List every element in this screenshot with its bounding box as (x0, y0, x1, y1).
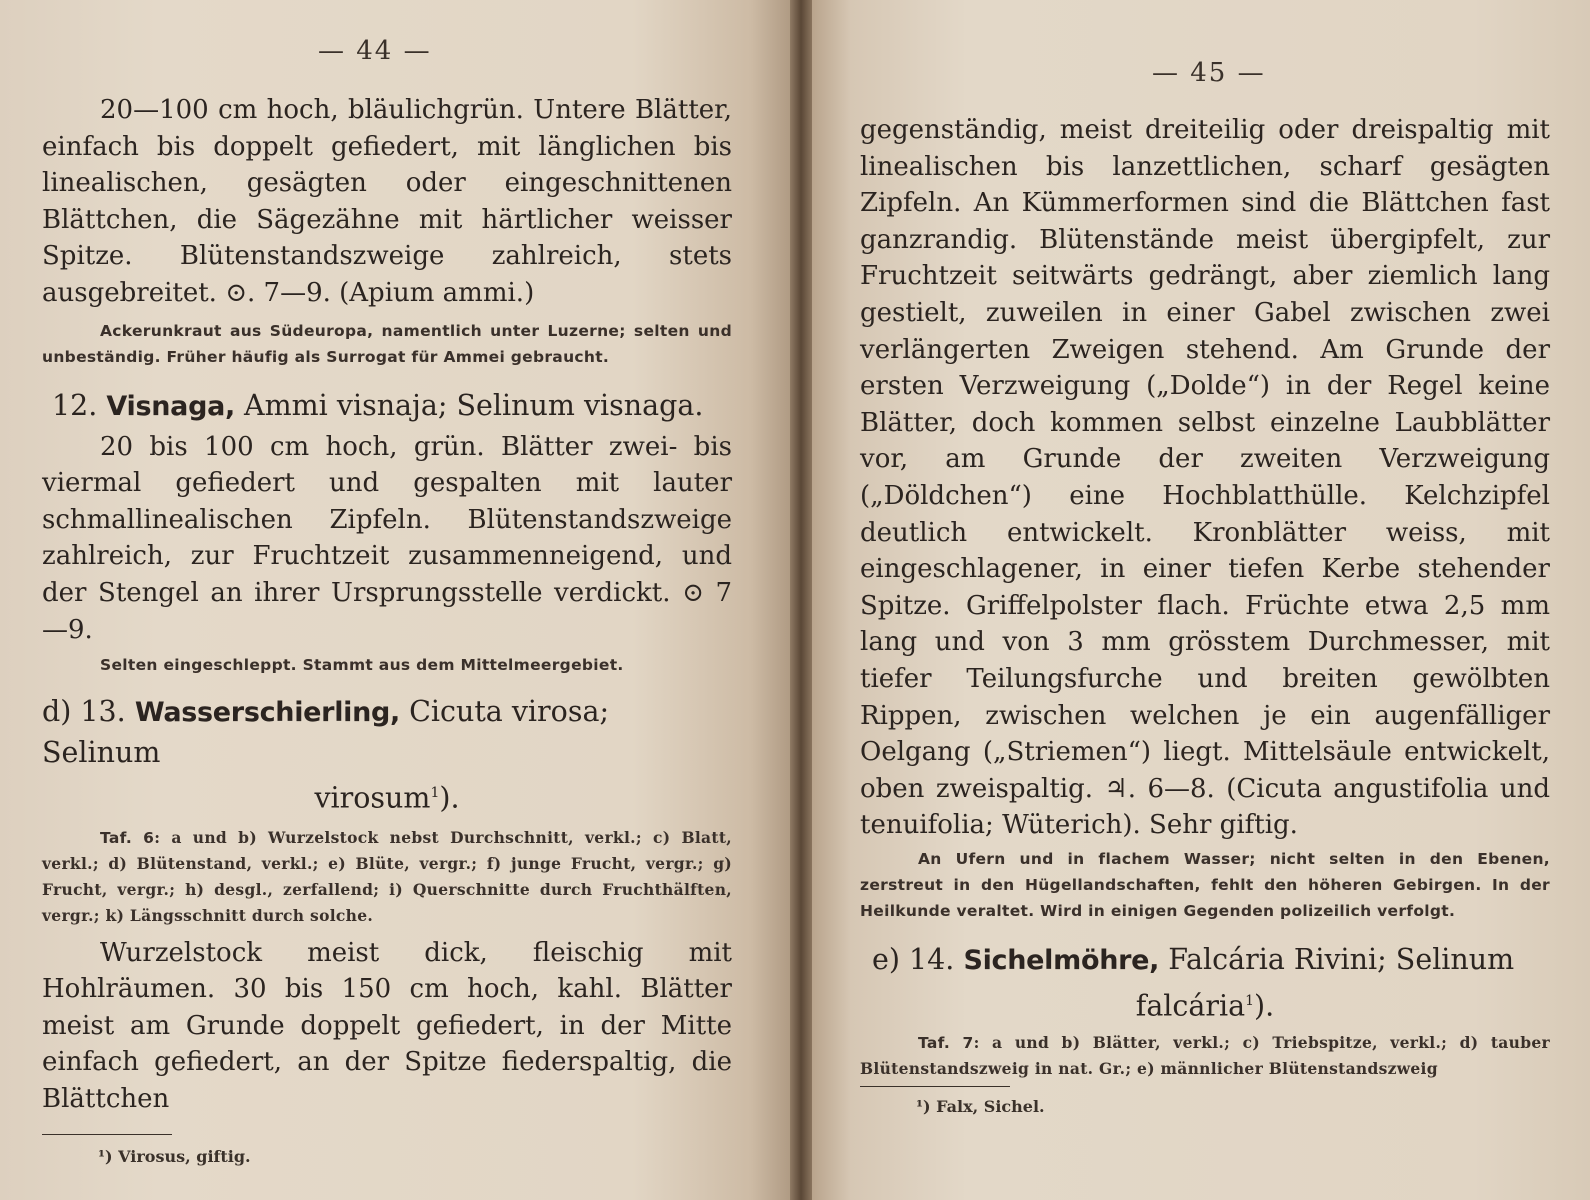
paragraph-visnaga-description: 20 bis 100 cm hoch, grün. Blätter zwei- bis viermal gefiedert und gespalten mit lauter schmallinealischen Zipfeln. Blütenstandszweige zahlreich, zur Fruchtzeit zusammenneigend, und der Stengel an ihrer Ursprungsstelle verdickt. ⊙ 7—9. (42, 431, 732, 645)
heading-synonyms-wasserschierling: Cicuta virosa; Selinum (42, 695, 610, 770)
heading-synonyms-visnaga: Ammi visnaja; Selinum visnaga. (244, 388, 704, 422)
plate-6-caption: Taf. 6: a und b) Wurzelstock nebst Durchschnitt, verkl.; c) Blatt, verkl.; d) Blütenstand, verkl.; e) Blüte, vergr.; f) junge Frucht, vergr.; g) Frucht, vergr.; h) desgl., zerfallend; i) Querschnitte durch Fruchthälften, vergr.; k) Längsschnitt durch solche. (42, 827, 732, 925)
note-ackerunkraut: Ackerunkraut aus Südeuropa, namentlich unter Luzerne; selten und unbeständig. Früher häufig als Surrogat für Ammei gebraucht. (42, 321, 732, 366)
note-selten-eingeschleppt: Selten eingeschleppt. Stammt aus dem Mittelmeergebiet. (100, 656, 624, 675)
plate-6-label: Taf. 6 (100, 828, 155, 847)
footnote-rule (860, 1086, 1010, 1087)
footnote-ref-1: 1 (430, 785, 440, 802)
right-page (812, 0, 1590, 1200)
heading-number-12: 12. (52, 388, 98, 422)
footnote-ref-1: 1 (1245, 992, 1255, 1009)
heading-synonyms-sichelmoehre: Falcária Rivini; Selinum (1168, 942, 1515, 976)
heading-sichelmoehre (860, 940, 1550, 981)
note-an-ufern: An Ufern und in flachem Wasser; nicht selten in den Ebenen, zerstreut in den Hügellandschaften, fehlt den höheren Gebirgen. In der Heilkunde veraltet. Wird in einigen Gegenden polizeilich verfolgt. (860, 849, 1550, 920)
left-page-text (42, 92, 732, 1166)
page-number-45: — 45 — (1152, 58, 1266, 88)
heading-wasserschierling (42, 692, 732, 773)
footnote-falx: ¹) Falx, Sichel. (916, 1097, 1045, 1117)
left-page (0, 0, 790, 1200)
paragraph-wasserschierling-continued: gegenständig, meist dreiteilig oder dreispaltig mit linealischen bis lanzettlichen, scharf gesägten Zipfeln. An Kümmerformen sind die Blättchen fast ganzrandig. Blütenstände meist übergipfelt, zur Fruchtzeit seitwärts gedrängt, aber ziemlich lang gestielt, zuweilen in einer Gabel zwischen zwei verlängerten Zweigen stehend. Am Grunde der ersten Verzweigung („Dolde“) in der Regel keine Blätter, doch kommen selbst einzelne Laubblätter vor, am Grunde der zweiten Verzweigung („Döldchen“) eine Hochblatthülle. Kelchzipfel deutlich entwickelt. Kronblätter weiss, mit eingeschlagener, in einer tiefen Kerbe stehender Spitze. Griffelpolster flach. Früchte etwa 2,5 mm lang und von 3 mm grösstem Durchmesser, mit tiefer Teilungsfurche und breiten gewölbten Rippen, zwischen welchen je ein augenfälliger Oelgang („Striemen“) liegt. Mittelsäule entwickelt, oben zweispaltig. ♃. 6—8. (Cicuta angustifolia und tenuifolia; Wüterich). Sehr giftig. (860, 115, 1550, 841)
book-gutter (790, 0, 812, 1200)
page-number-44: — 44 — (318, 36, 432, 66)
heading-visnaga (42, 386, 732, 427)
heading-sichelmoehre-line2: falcária$^1$). (1135, 989, 1275, 1023)
heading-name-wasserschierling: Wasserschierling, (134, 697, 401, 729)
paragraph-wasserschierling-description: Wurzelstock meist dick, fleischig mit Hohlräumen. 30 bis 150 cm hoch, kahl. Blätter meist am Grunde doppelt gefiedert, in der Mitte einfach gefiedert, an der Spitze fiederspaltig, die Blättchen (42, 937, 732, 1114)
right-page-text (860, 112, 1550, 1116)
heading-name-visnaga: Visnaga, (106, 390, 235, 422)
plate-7-label: Taf. 7 (918, 1034, 974, 1053)
footnote-virosus: ¹) Virosus, giftig. (98, 1146, 251, 1166)
heading-number-13: d) 13. (42, 695, 126, 729)
heading-wasserschierling-line2: virosum$^1$). (314, 781, 460, 815)
footnote-rule (42, 1134, 172, 1135)
paragraph-ammi-description: 20—100 cm hoch, bläulichgrün. Untere Blätter, einfach bis doppelt gefiedert, mit länglichen bis linealischen, gesägten oder eingeschnittenen Blättchen, die Sägezähne mit härtlicher weisser Spitze. Blütenstandszweige zahlreich, stets ausgebreitet. ⊙. 7—9. (Apium ammi.) (42, 95, 732, 308)
heading-number-14: e) 14. (872, 942, 955, 976)
heading-name-sichelmoehre: Sichelmöhre, (963, 944, 1160, 976)
plate-7-caption: Taf. 7: a und b) Blätter, verkl.; c) Triebspitze, verkl.; d) tauber Blütenstandszweig in nat. Gr.; e) männlicher Blütenstandszweig (860, 1033, 1550, 1079)
